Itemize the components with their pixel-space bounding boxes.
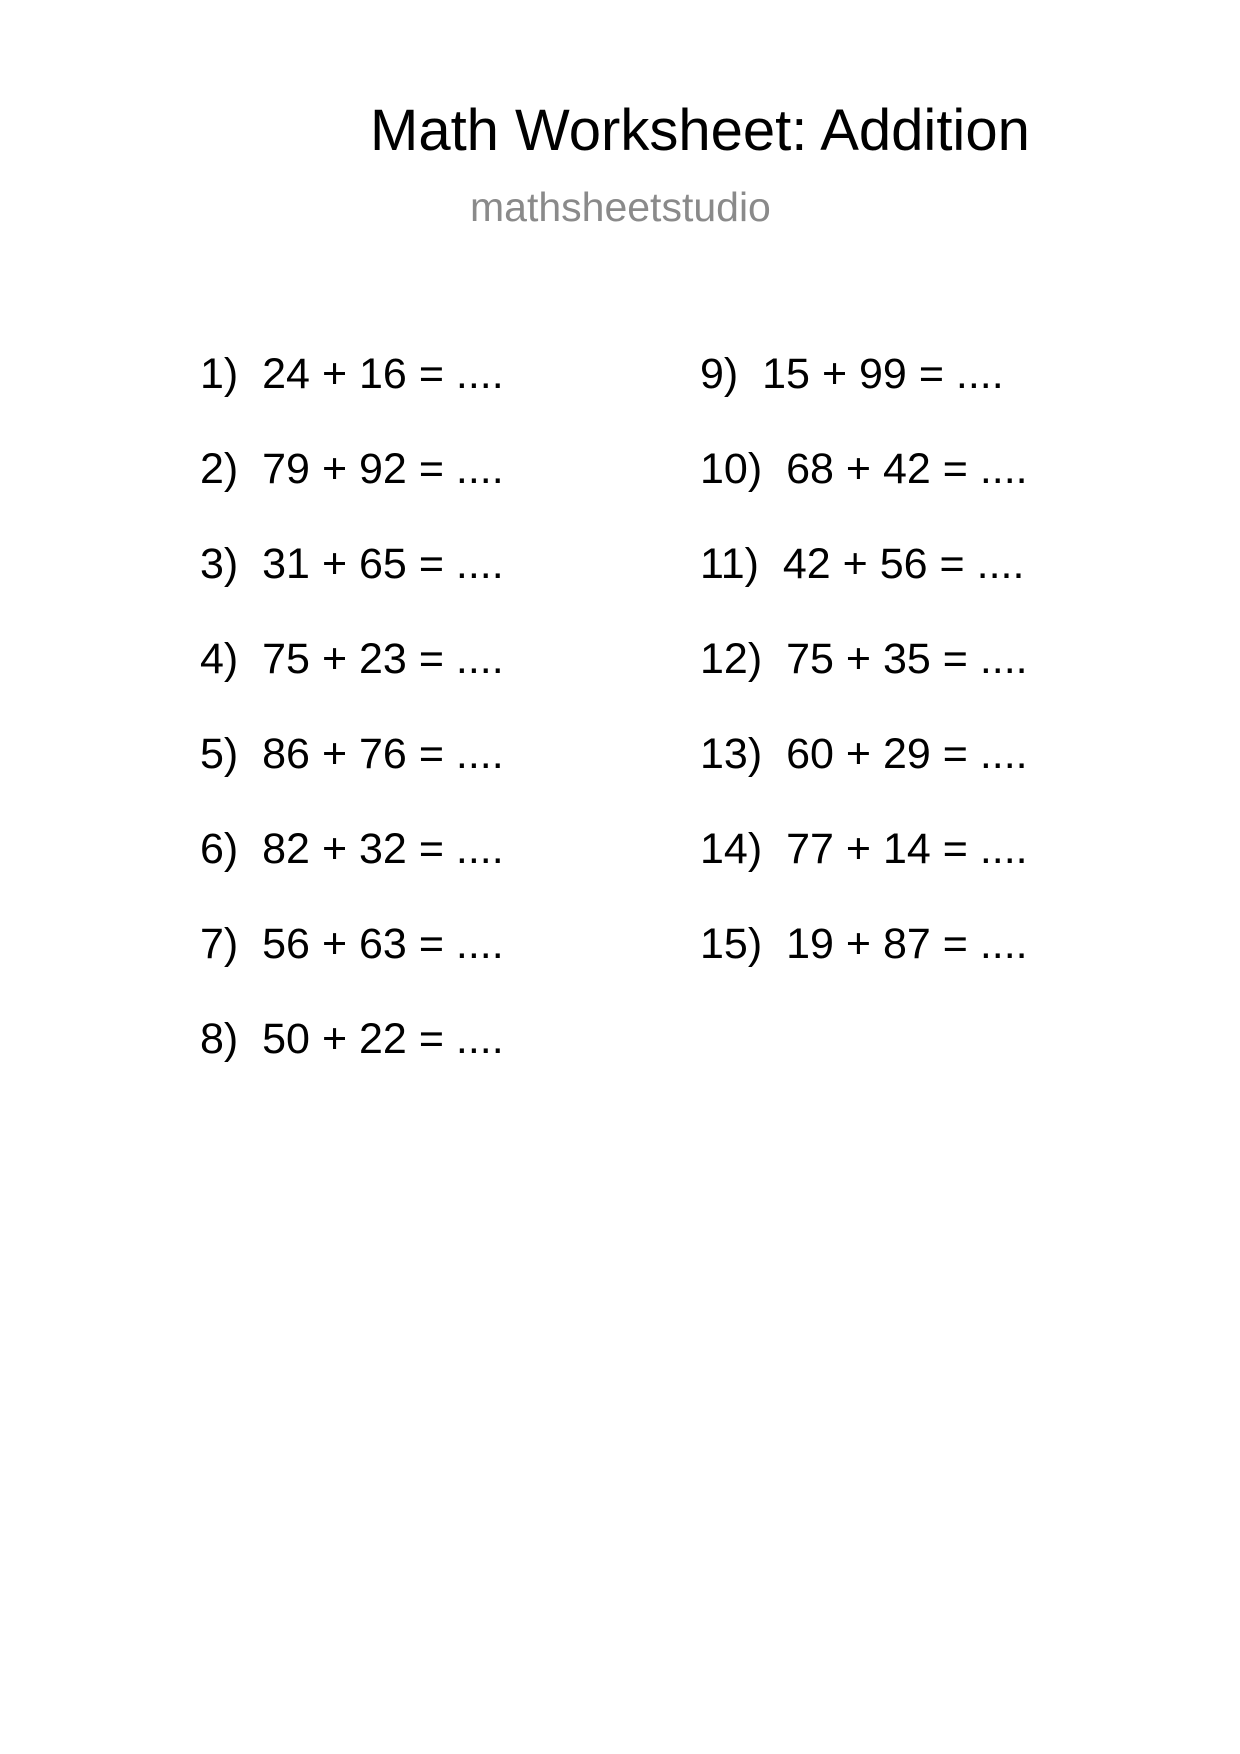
equals-sign: = xyxy=(418,825,444,873)
problem-6 xyxy=(200,823,504,918)
problem-label: 12) xyxy=(700,635,763,683)
answer-blank: .... xyxy=(455,540,504,588)
problem-label: 1) xyxy=(200,350,239,398)
answer-blank: .... xyxy=(979,635,1028,683)
operand-b: 22 xyxy=(359,1015,407,1063)
operand-b: 14 xyxy=(882,825,931,873)
plus-operator: + xyxy=(845,920,871,968)
operand-a: 75 xyxy=(786,635,834,683)
operand-b: 32 xyxy=(359,825,407,873)
problem-14 xyxy=(700,823,1028,918)
equals-sign: = xyxy=(418,350,444,398)
problem-label: 3) xyxy=(200,540,239,588)
operand-b: 16 xyxy=(359,350,407,398)
plus-operator: + xyxy=(845,445,871,493)
plus-operator: + xyxy=(321,825,348,873)
answer-blank: .... xyxy=(455,730,504,778)
operand-b: 42 xyxy=(882,445,931,493)
problem-10 xyxy=(700,443,1028,538)
equals-sign: = xyxy=(942,920,968,968)
plus-operator: + xyxy=(321,635,348,683)
problem-label: 6) xyxy=(200,825,239,873)
problem-8 xyxy=(200,1013,504,1108)
operand-a: 19 xyxy=(786,920,834,968)
problem-13 xyxy=(700,728,1028,823)
problem-label: 2) xyxy=(200,445,239,493)
operand-b: 99 xyxy=(859,350,907,398)
problem-label: 13) xyxy=(700,730,763,778)
plus-operator: + xyxy=(321,1015,348,1063)
operand-a: 42 xyxy=(782,540,831,588)
operand-a: 86 xyxy=(262,730,310,778)
operand-a: 60 xyxy=(786,730,834,778)
equals-sign: = xyxy=(418,730,444,778)
plus-operator: + xyxy=(845,730,871,778)
answer-blank: .... xyxy=(455,920,504,968)
operand-a: 79 xyxy=(262,445,310,493)
plus-operator: + xyxy=(321,540,348,588)
operand-b: 87 xyxy=(882,920,931,968)
operand-a: 82 xyxy=(262,825,310,873)
plus-operator: + xyxy=(845,635,871,683)
operand-b: 56 xyxy=(879,540,928,588)
problem-9 xyxy=(700,348,1028,443)
plus-operator: + xyxy=(321,445,348,493)
equals-sign: = xyxy=(418,1015,444,1063)
problems-left-column xyxy=(200,348,504,1108)
worksheet-subtitle: mathsheetstudio xyxy=(470,184,771,230)
equals-sign: = xyxy=(418,920,444,968)
problem-label: 9) xyxy=(700,350,739,398)
operand-b: 29 xyxy=(882,730,931,778)
problem-label: 7) xyxy=(200,920,239,968)
equals-sign: = xyxy=(418,635,444,683)
equals-sign: = xyxy=(942,730,968,778)
problem-11 xyxy=(700,538,1028,633)
answer-blank: .... xyxy=(979,445,1028,493)
answer-blank: .... xyxy=(955,350,1004,398)
answer-blank: .... xyxy=(979,825,1028,873)
operand-b: 65 xyxy=(359,540,407,588)
plus-operator: + xyxy=(321,920,348,968)
answer-blank: .... xyxy=(455,350,504,398)
operand-a: 24 xyxy=(262,350,310,398)
equals-sign: = xyxy=(942,825,968,873)
equals-sign: = xyxy=(942,635,968,683)
operand-a: 68 xyxy=(786,445,834,493)
answer-blank: .... xyxy=(455,1015,504,1063)
operand-b: 76 xyxy=(359,730,407,778)
problem-3 xyxy=(200,538,504,633)
problem-label: 10) xyxy=(700,445,763,493)
answer-blank: .... xyxy=(976,540,1025,588)
equals-sign: = xyxy=(418,540,444,588)
problem-4 xyxy=(200,633,504,728)
problem-12 xyxy=(700,633,1028,728)
equals-sign: = xyxy=(939,540,965,588)
operand-a: 31 xyxy=(262,540,310,588)
plus-operator: + xyxy=(321,730,348,778)
operand-b: 63 xyxy=(359,920,407,968)
worksheet-title: Math Worksheet: Addition xyxy=(370,98,1030,163)
operand-b: 23 xyxy=(359,635,407,683)
problem-1 xyxy=(200,348,504,443)
equals-sign: = xyxy=(942,445,968,493)
operand-a: 50 xyxy=(262,1015,310,1063)
plus-operator: + xyxy=(842,540,868,588)
answer-blank: .... xyxy=(979,730,1028,778)
problems-right-column xyxy=(700,348,1028,1013)
operand-a: 75 xyxy=(262,635,310,683)
operand-b: 35 xyxy=(882,635,931,683)
equals-sign: = xyxy=(918,350,944,398)
problem-5 xyxy=(200,728,504,823)
equals-sign: = xyxy=(418,445,444,493)
answer-blank: .... xyxy=(455,825,504,873)
plus-operator: + xyxy=(321,350,348,398)
plus-operator: + xyxy=(845,825,871,873)
operand-a: 56 xyxy=(262,920,310,968)
problem-label: 11) xyxy=(700,540,759,588)
answer-blank: .... xyxy=(455,635,504,683)
problem-7 xyxy=(200,918,504,1013)
operand-b: 92 xyxy=(359,445,407,493)
problem-label: 15) xyxy=(700,920,763,968)
problem-label: 8) xyxy=(200,1015,239,1063)
answer-blank: .... xyxy=(979,920,1028,968)
answer-blank: .... xyxy=(455,445,504,493)
problem-label: 4) xyxy=(200,635,239,683)
plus-operator: + xyxy=(821,350,848,398)
operand-a: 15 xyxy=(762,350,810,398)
problem-2 xyxy=(200,443,504,538)
problem-label: 5) xyxy=(200,730,239,778)
problem-15 xyxy=(700,918,1028,1013)
operand-a: 77 xyxy=(786,825,834,873)
problem-label: 14) xyxy=(700,825,763,873)
